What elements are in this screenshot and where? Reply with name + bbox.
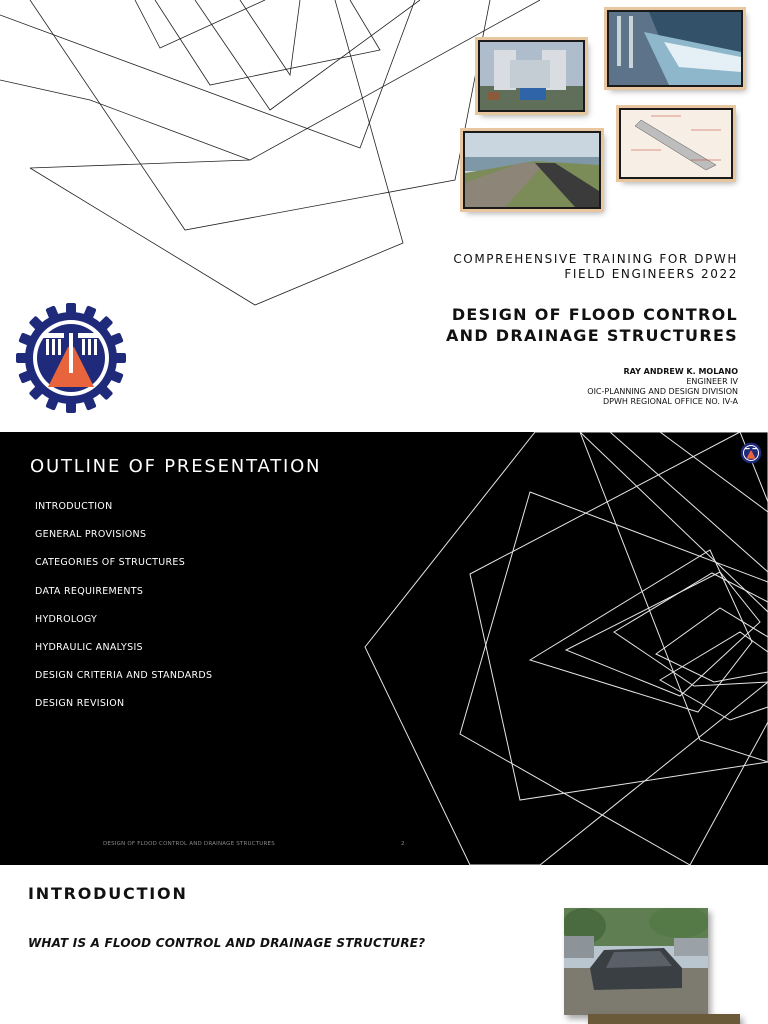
outline-item-introduction: INTRODUCTION xyxy=(35,501,113,512)
outline-title: OUTLINE OF PRESENTATION xyxy=(30,456,322,477)
cross-section-diagram xyxy=(619,108,733,179)
flooded-car-photo xyxy=(564,908,708,1015)
second-photo-partial xyxy=(588,1014,740,1024)
floodgate-photo xyxy=(478,40,585,112)
outline-item-general-provisions: GENERAL PROVISIONS xyxy=(35,529,147,541)
introduction-slide xyxy=(0,865,768,1024)
outline-item-hydraulic-analysis: HYDRAULIC ANALYSIS xyxy=(35,641,143,653)
training-subtitle xyxy=(338,252,738,282)
dpwh-logo xyxy=(16,303,126,413)
outline-item-design-revision: DESIGN REVISION xyxy=(35,698,125,710)
presentation-title xyxy=(318,304,738,346)
author-office: DPWH REGIONAL OFFICE NO. IV-A xyxy=(602,397,738,406)
outline-item-categories: CATEGORIES OF STRUCTURES xyxy=(35,557,186,569)
dpwh-logo-small xyxy=(740,442,762,464)
title-line-1: DESIGN OF FLOOD CONTROL xyxy=(451,305,738,324)
embankment-photo xyxy=(463,131,601,209)
author-division: OIC-PLANNING AND DESIGN DIVISION xyxy=(587,387,738,396)
outline-item-design-criteria: DESIGN CRITERIA AND STANDARDS xyxy=(35,670,213,682)
slide-footer: DESIGN OF FLOOD CONTROL AND DRAINAGE STRUCTURES xyxy=(103,841,275,847)
page-number: 2 xyxy=(401,841,405,847)
subtitle-line-2: FIELD ENGINEERS 2022 xyxy=(564,267,738,281)
author-position: ENGINEER IV xyxy=(686,377,738,386)
outline-item-hydrology: HYDROLOGY xyxy=(35,613,98,625)
outline-slide xyxy=(0,432,768,865)
introduction-question: WHAT IS A FLOOD CONTROL AND DRAINAGE STRUCTURE? xyxy=(28,936,426,950)
title-line-2: AND DRAINAGE STRUCTURES xyxy=(445,326,738,345)
spillway-photo xyxy=(607,10,743,87)
introduction-heading: INTRODUCTION xyxy=(28,884,188,903)
author-name: RAY ANDREW K. MOLANO xyxy=(623,367,738,376)
author-block xyxy=(438,367,738,407)
subtitle-line-1: COMPREHENSIVE TRAINING FOR DPWH xyxy=(453,252,738,266)
outline-list xyxy=(35,500,212,726)
cover-slide xyxy=(0,0,768,432)
outline-item-data-requirements: DATA REQUIREMENTS xyxy=(35,585,144,597)
